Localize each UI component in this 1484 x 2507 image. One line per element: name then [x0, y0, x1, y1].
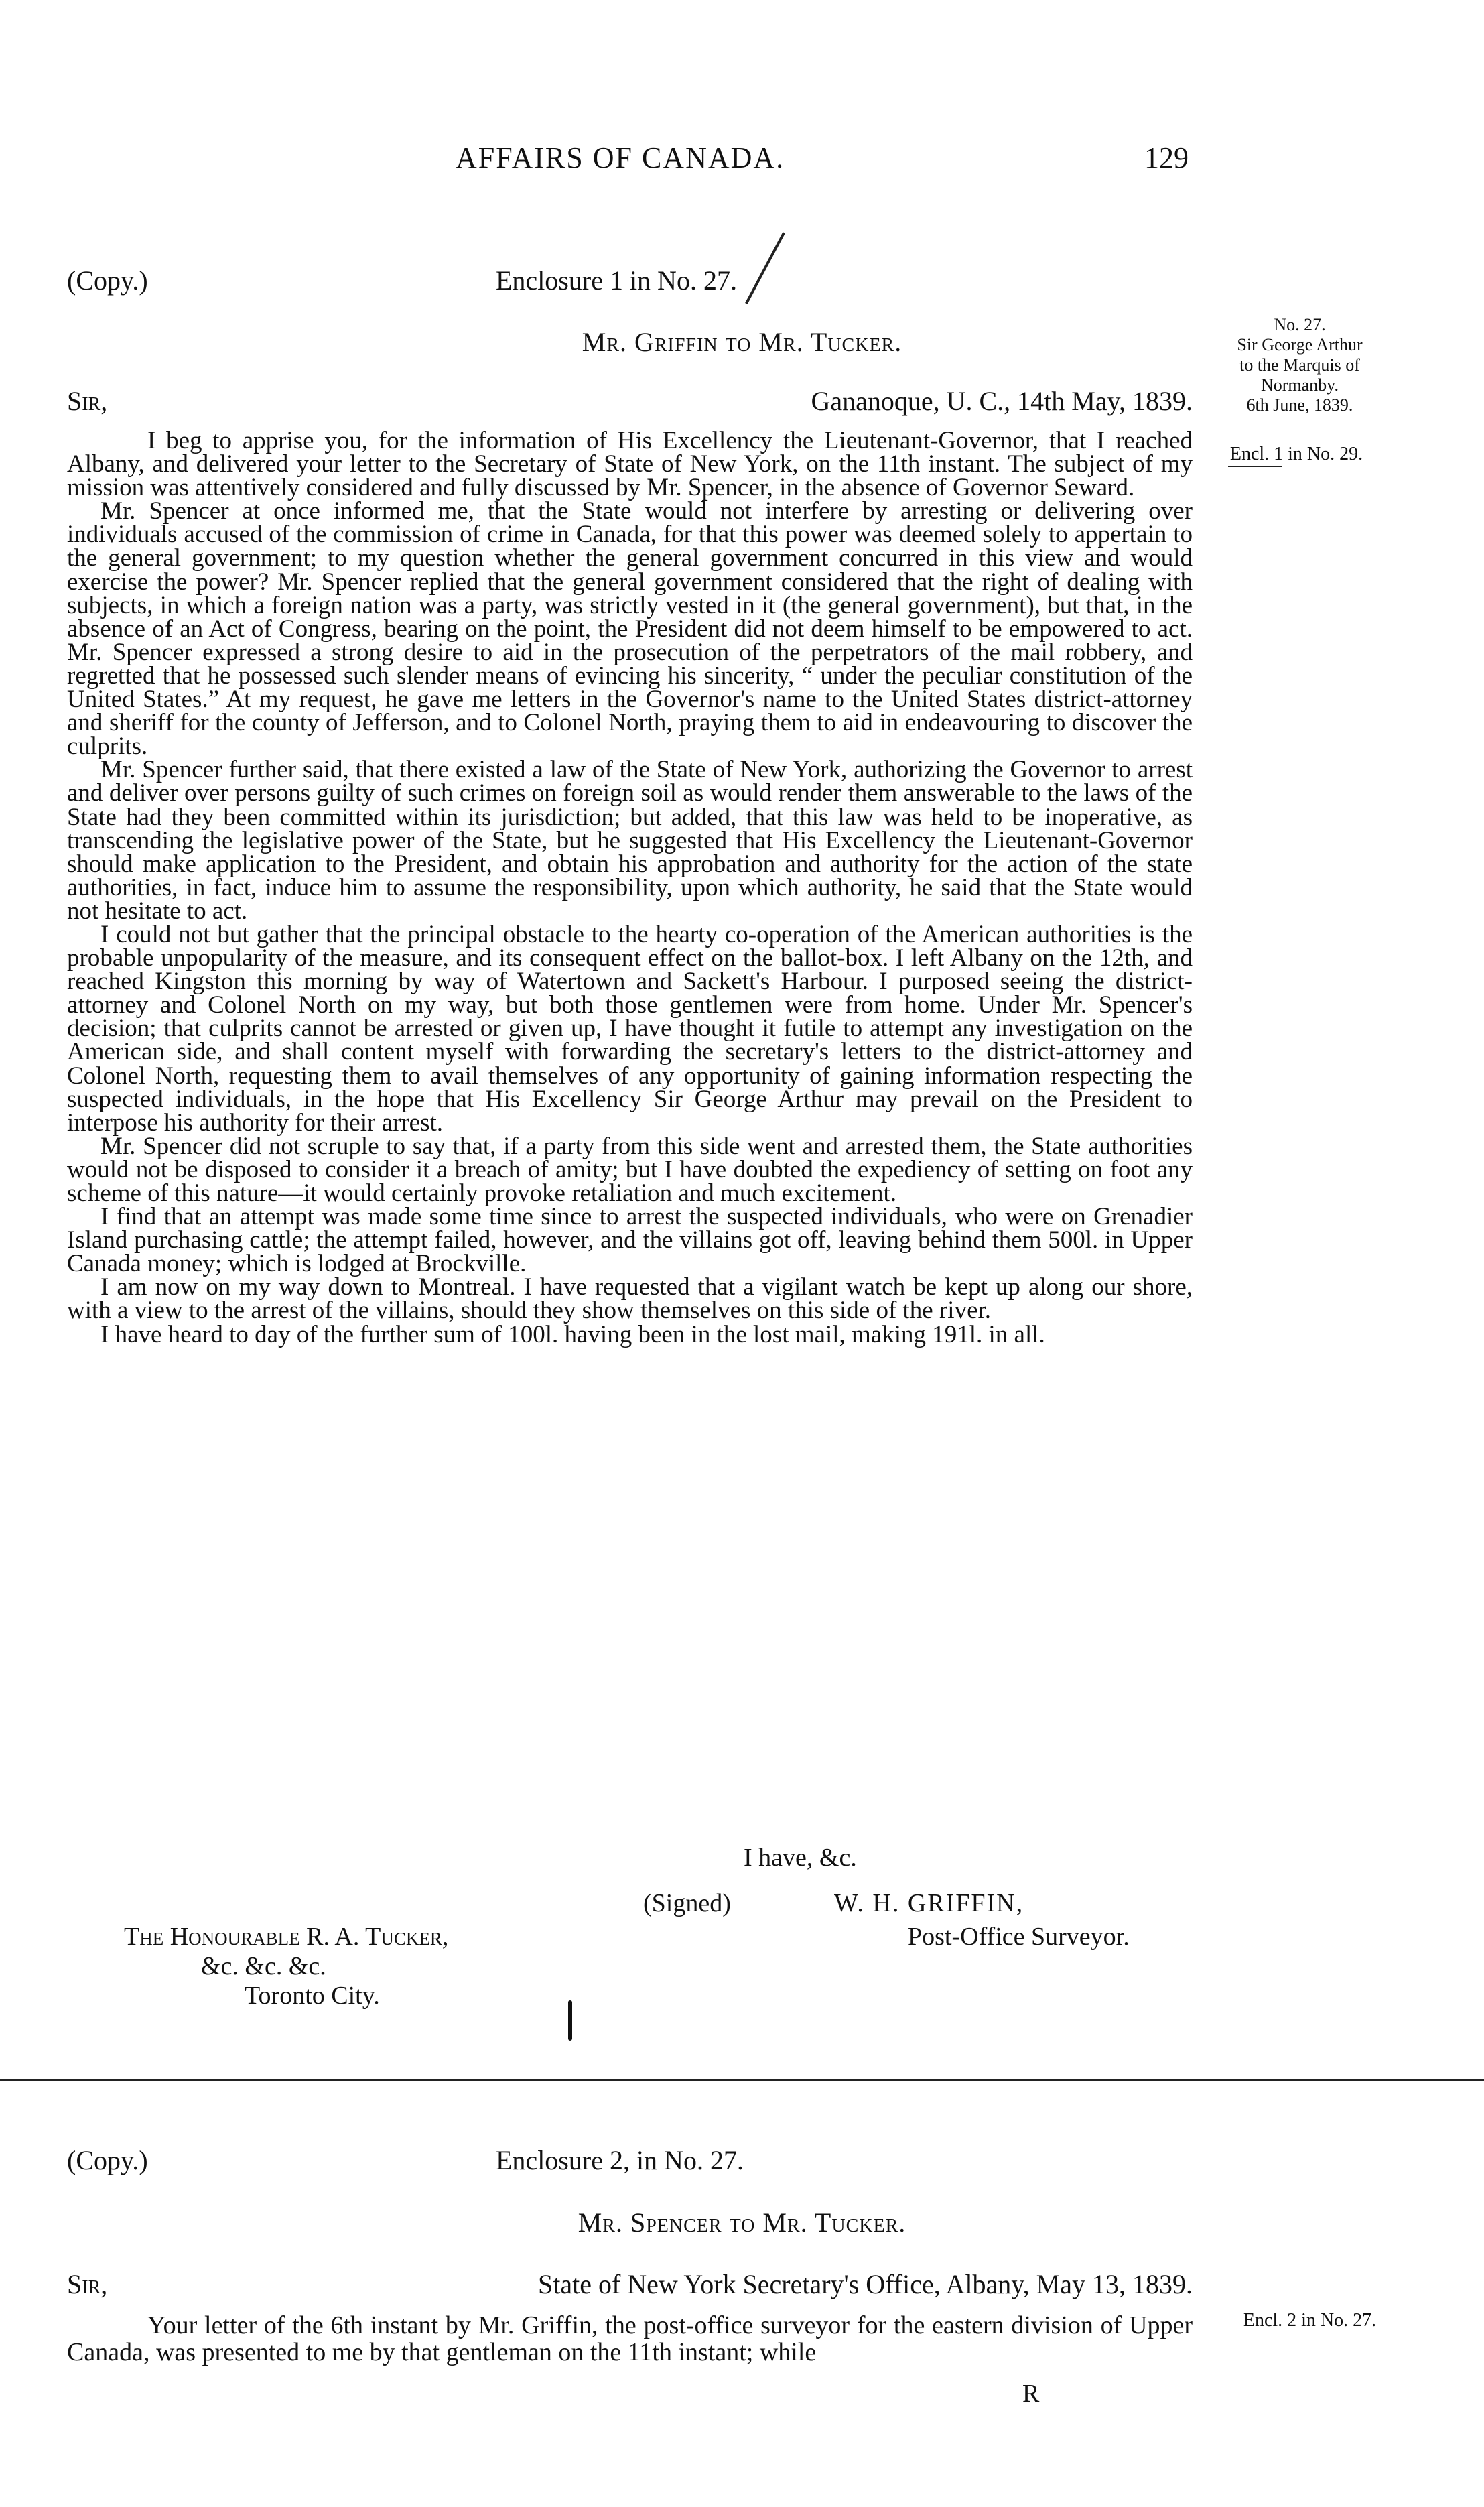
- paragraph: Your letter of the 6th instant by Mr. Griffin, the post-office surveyor for the eastern division of Upper Canada, was presented to me by that gentleman on the 11th instant; while: [67, 2311, 1193, 2366]
- recipient-name: The Honourable R. A. Tucker,: [124, 1923, 449, 1951]
- copy-label: (Copy.): [67, 265, 148, 296]
- margin-underline: [1228, 466, 1282, 467]
- signer-name: W. H. GRIFFIN,: [834, 1889, 1024, 1917]
- signed-label: (Signed): [643, 1889, 731, 1917]
- margin-note-encl1: Encl. 1 in No. 29.: [1229, 444, 1363, 464]
- copy-label: (Copy.): [67, 2145, 148, 2175]
- page-header: [0, 141, 1484, 181]
- enclosure2-body: [67, 2312, 1193, 2366]
- margin-line: Normanby.: [1260, 375, 1339, 395]
- handwritten-bracket-mark: [568, 2000, 572, 2041]
- page-number: 129: [1144, 141, 1189, 174]
- from-to-text: Mr. Griffin to Mr. Tucker.: [582, 327, 902, 357]
- enclosure-label: Enclosure 2, in No. 27.: [496, 2145, 744, 2175]
- signature-mark: R: [1022, 2380, 1040, 2408]
- closing: I have, &c.: [744, 1844, 857, 1872]
- salutation: Sir,: [67, 2269, 108, 2299]
- enclosure1-body: [67, 429, 1193, 1346]
- enclosure-label: Enclosure 1 in No. 27.: [496, 265, 737, 296]
- margin-line: Sir George Arthur: [1237, 335, 1363, 355]
- place-date: Gananoque, U. C., 14th May, 1839.: [811, 386, 1193, 416]
- paragraph: Mr. Spencer at once informed me, that the State would not interfere by arresting or delivering over individuals accused of the commission of crime in Canada, for that this power was deemed solely to appertain to the general government; to my question whether the general government concurred in this view and would exercise the power? Mr. Spencer replied that the general government considered that the right of dealing with subjects, in which a foreign nation was a party, was strictly vested in it (the general government), but that, in the absence of an Act of Congress, bearing on the point, the President did not deem himself to be empowered to act. Mr. Spencer expressed a strong desire to aid in the prosecution of the perpetrators of the mail robbery, and regretted that he possessed such slender means of evincing his sincerity, “ under the peculiar constitution of the United States.” At my request, he gave me letters in the Governor's name to the United States district-attorney and sheriff for the county of Jefferson, and to Colonel North, praying them to aid in endeavouring to discover the culprits.: [67, 497, 1193, 761]
- paragraph: I beg to apprise you, for the information of His Excellency the Lieutenant-Governor, that I reached Albany, and delivered your letter to the Secretary of State of New York, on the 11th instant. The subject of my mission was attentively considered and fully discussed by Mr. Spencer, in the absence of Governor Seward.: [67, 427, 1193, 502]
- salutation: Sir,: [67, 386, 108, 416]
- section-divider: [0, 2079, 1484, 2081]
- margin-line: 6th June, 1839.: [1246, 395, 1353, 415]
- paragraph: I am now on my way down to Montreal. I have requested that a vigilant watch be kept up along our shore, with a view to the arrest of the villains, should they show themselves on this side of the river.: [67, 1273, 1193, 1325]
- paragraph: I have heard to day of the further sum of 100l. having been in the lost mail, making 191l. in all.: [100, 1320, 1045, 1348]
- signer-title: Post-Office Surveyor.: [908, 1923, 1130, 1951]
- paragraph: Mr. Spencer further said, that there existed a law of the State of New York, authorizing the Governor to arrest and deliver over persons guilty of such crimes on foreign soil as would render them answerable to the laws of the State had they been committed within its jurisdiction; but added, that this law was held to be inoperative, as transcending the legislative power of the State, but he suggested that His Excellency the Lieutenant-Governor should make application to the President, and obtain his approbation and authority for the action of the state authorities, in fact, induce him to assume the responsibility, upon which authority, he said that the State would not hesitate to act.: [67, 756, 1193, 925]
- letter-from-to: [0, 2207, 1484, 2238]
- enclosure2-heading: [67, 2144, 1193, 2182]
- paragraph: Mr. Spencer did not scruple to say that, if a party from this side went and arrested them, the State authorities would not be disposed to consider it a breach of amity; but I have doubted the expediency of setting on foot any scheme of this nature—it would certainly provoke retaliation and much excitement.: [67, 1132, 1193, 1207]
- margin-note-no27: [1199, 315, 1400, 415]
- margin-line: No. 27.: [1274, 315, 1326, 334]
- recipient-city: Toronto City.: [245, 1982, 380, 2010]
- margin-line: to the Marquis of: [1239, 355, 1360, 375]
- enclosure1-heading: [67, 265, 1193, 302]
- running-title: AFFAIRS OF CANADA.: [456, 141, 785, 174]
- margin-note-encl2: Encl. 2 in No. 27.: [1243, 2310, 1377, 2331]
- recipient-etc: &c. &c. &c.: [201, 1952, 326, 1980]
- place-date: State of New York Secretary's Office, Albany, May 13, 1839.: [537, 2269, 1193, 2299]
- paragraph: I find that an attempt was made some time since to arrest the suspected individuals, who were on Grenadier Island purchasing cattle; the attempt failed, however, and the villains got off, leaving behind them 500l. in Upper Canada money; which is lodged at Brockville.: [67, 1203, 1193, 1278]
- paragraph: I could not but gather that the principal obstacle to the hearty co-operation of the American authorities is the probable unpopularity of the measure, and its consequent effect on the ballot-box. I left Albany on the 12th, and reached Kingston this morning by way of Watertown and Sackett's Harbour. I purposed seeing the district-attorney and Colonel North on my way, but both those gentlemen were from home. Under Mr. Spencer's decision; that culprits cannot be arrested or given up, I have thought it futile to attempt any investigation on the American side, and shall content myself with forwarding the secretary's letters to the district-attorney and Colonel North, requesting them to avail themselves of any opportunity of gaining information respecting the suspected individuals, in the hope that His Excellency Sir George Arthur may prevail on the President to interpose his authority for their arrest.: [67, 920, 1193, 1137]
- from-to-text: Mr. Spencer to Mr. Tucker.: [578, 2207, 906, 2238]
- recipient-block: [124, 1922, 448, 2010]
